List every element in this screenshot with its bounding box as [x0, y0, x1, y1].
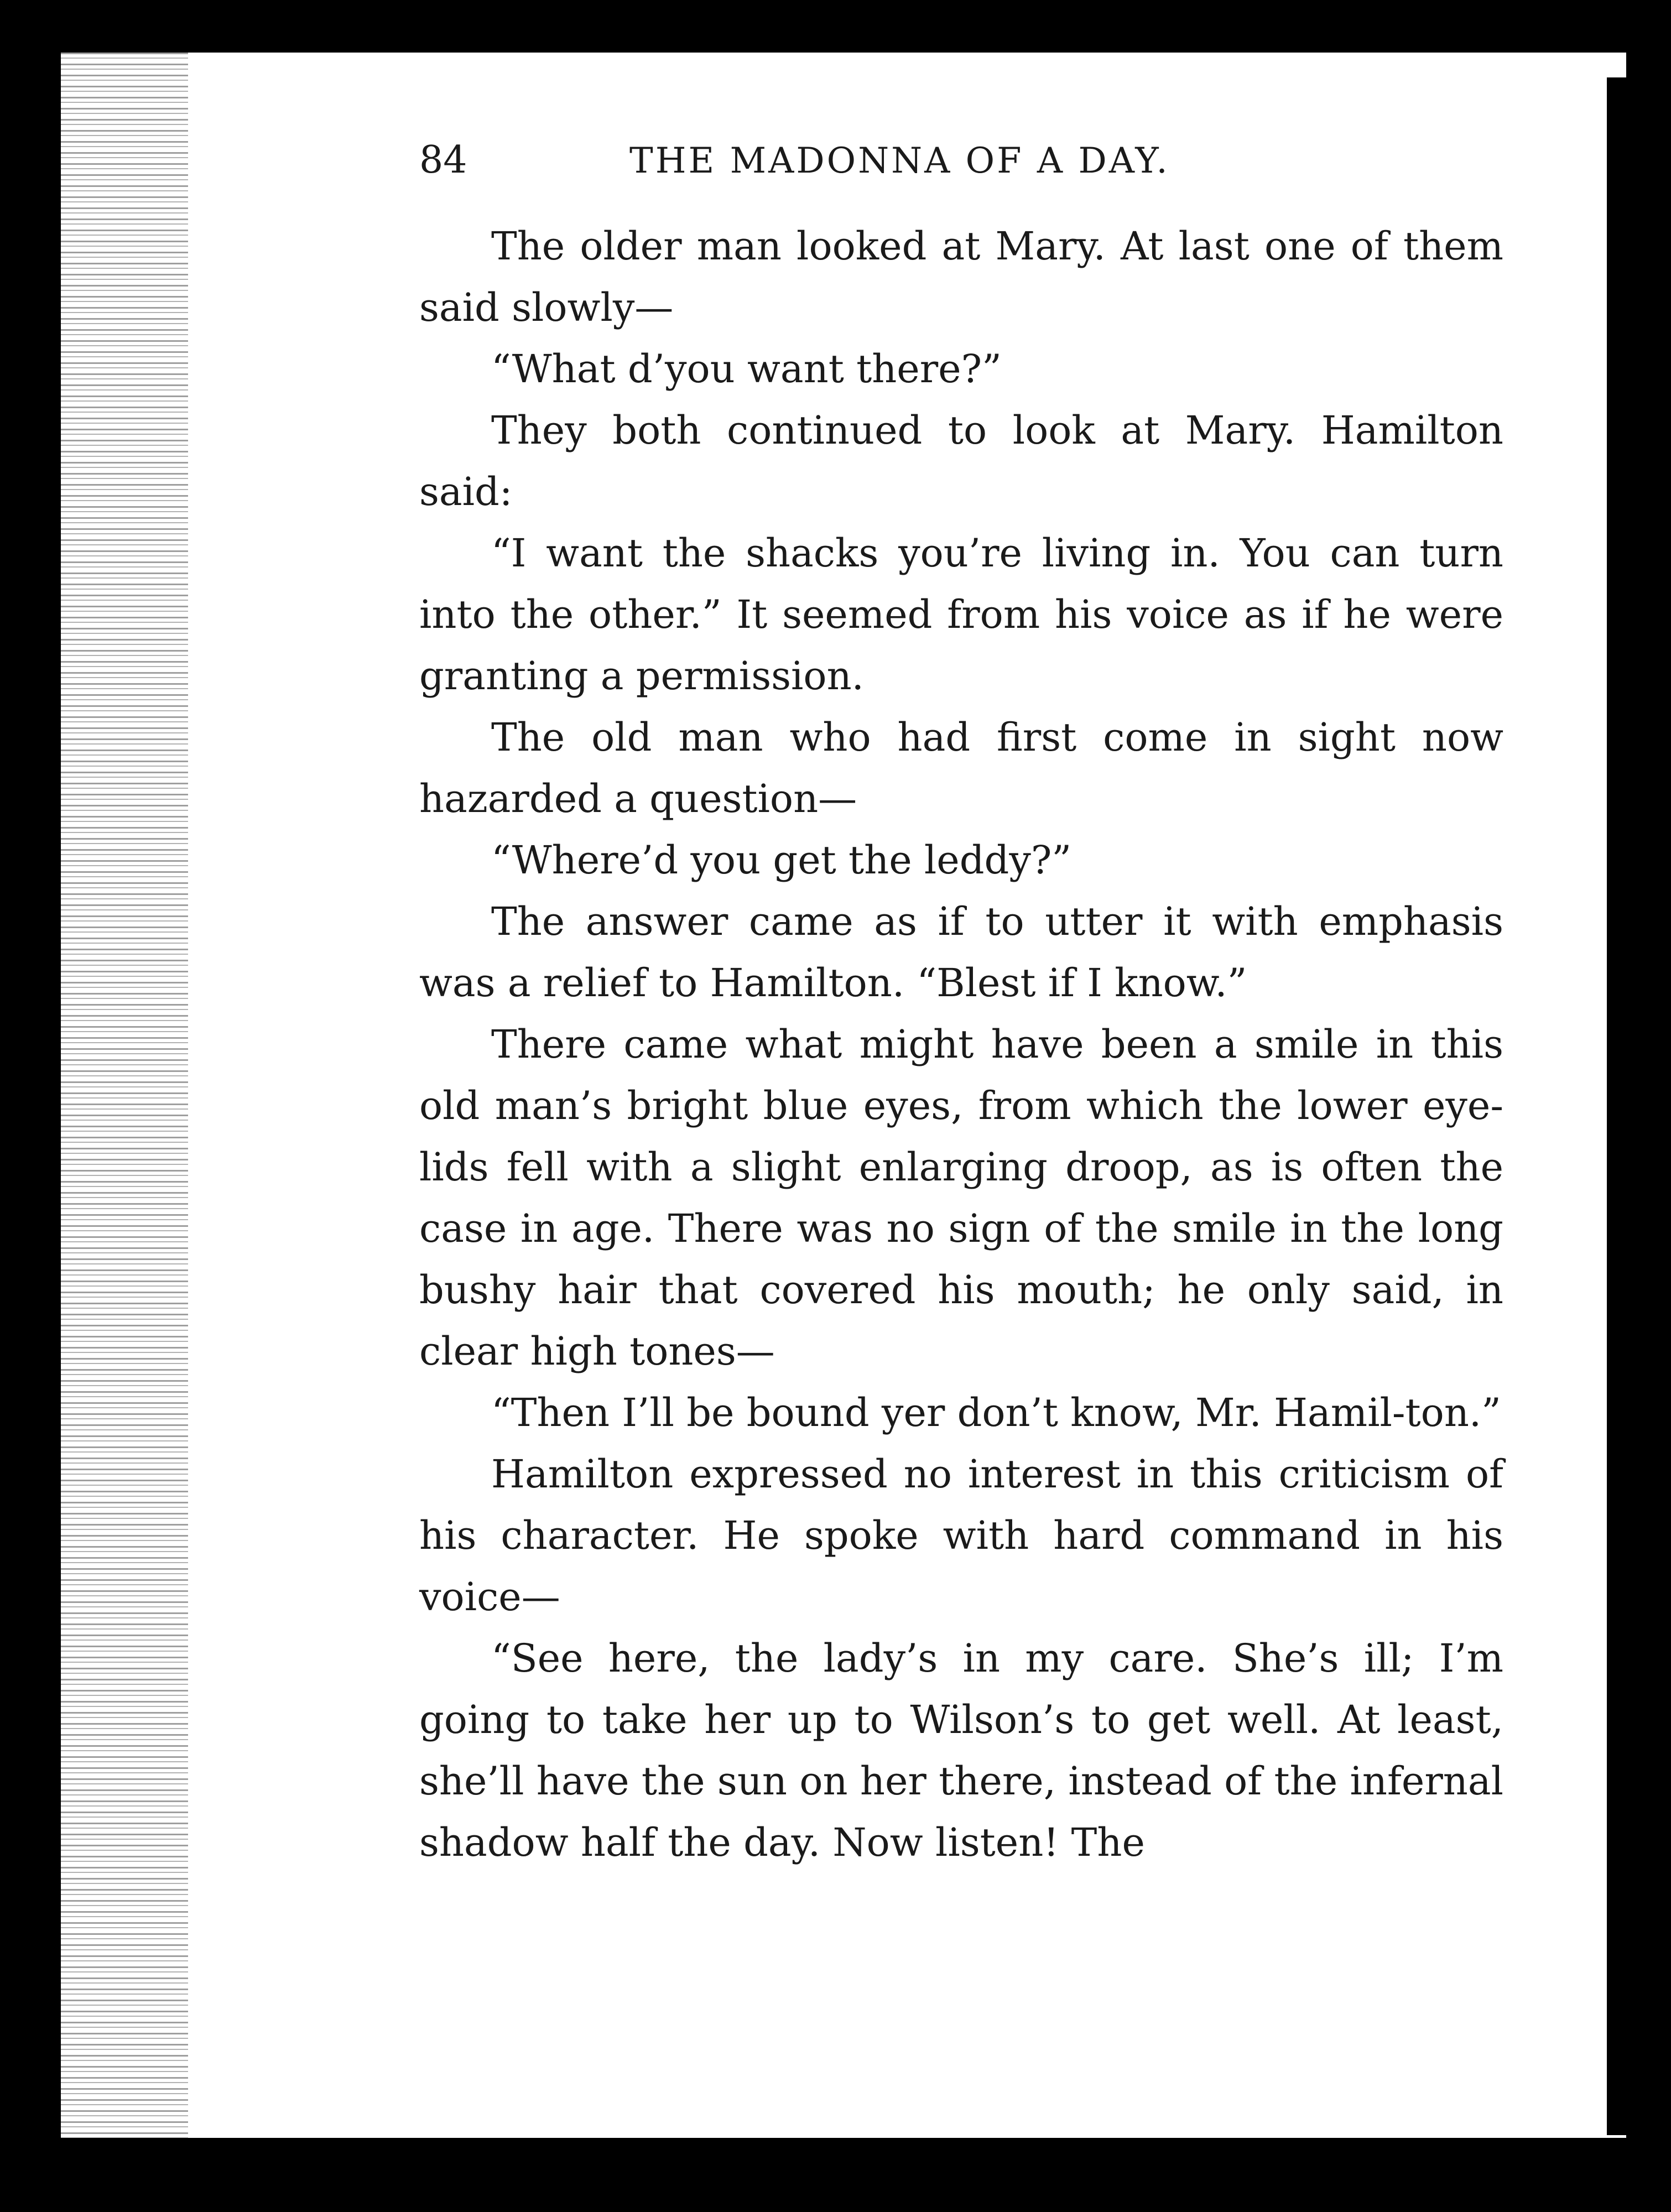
paragraph: “I want the shacks you’re living in. You can turn into the other.” It seemed from his voice as if he were granting a permission. [419, 530, 1503, 699]
paragraph: The answer came as if to utter it with emphasis was a relief to Hamilton. “Blest if I know.” [419, 899, 1503, 1006]
paragraph: The old man who had first come in sight now hazarded a question— [419, 715, 1503, 821]
page-text [419, 138, 1503, 1873]
paragraph: Hamilton expressed no interest in this criticism of his character. He spoke with hard command in his voice— [419, 1451, 1503, 1620]
paragraph: “What d’you want there?” [491, 346, 1002, 392]
paragraph: “Then I’ll be bound yer don’t know, Mr. Hamil-ton.” [491, 1390, 1501, 1435]
running-title: THE MADONNA OF A DAY. [629, 140, 1170, 181]
page-edge-left [61, 53, 188, 2138]
page-number: 84 [419, 138, 467, 182]
paragraph: “See here, the lady’s in my care. She’s ill; I’m going to take her up to Wilson’s to get well. At least, she’ll have the sun on her there, instead of the infernal shadow half the day. Now listen! The [419, 1636, 1503, 1865]
running-head [419, 138, 1503, 216]
page-edge-right [1607, 77, 1646, 2135]
paragraph: They both continued to look at Mary. Hamilton said: [419, 408, 1503, 514]
paragraph: The older man looked at Mary. At last one of them said slowly— [419, 223, 1503, 330]
paragraph: There came what might have been a smile in this old man’s bright blue eyes, from which the lower eye-lids fell with a slight enlarging droop, as is often the case in age. There was no sign of the smile in the long bushy hair that covered his mouth; he only said, in clear high tones— [419, 1022, 1503, 1374]
paragraph: “Where’d you get the leddy?” [491, 837, 1072, 883]
